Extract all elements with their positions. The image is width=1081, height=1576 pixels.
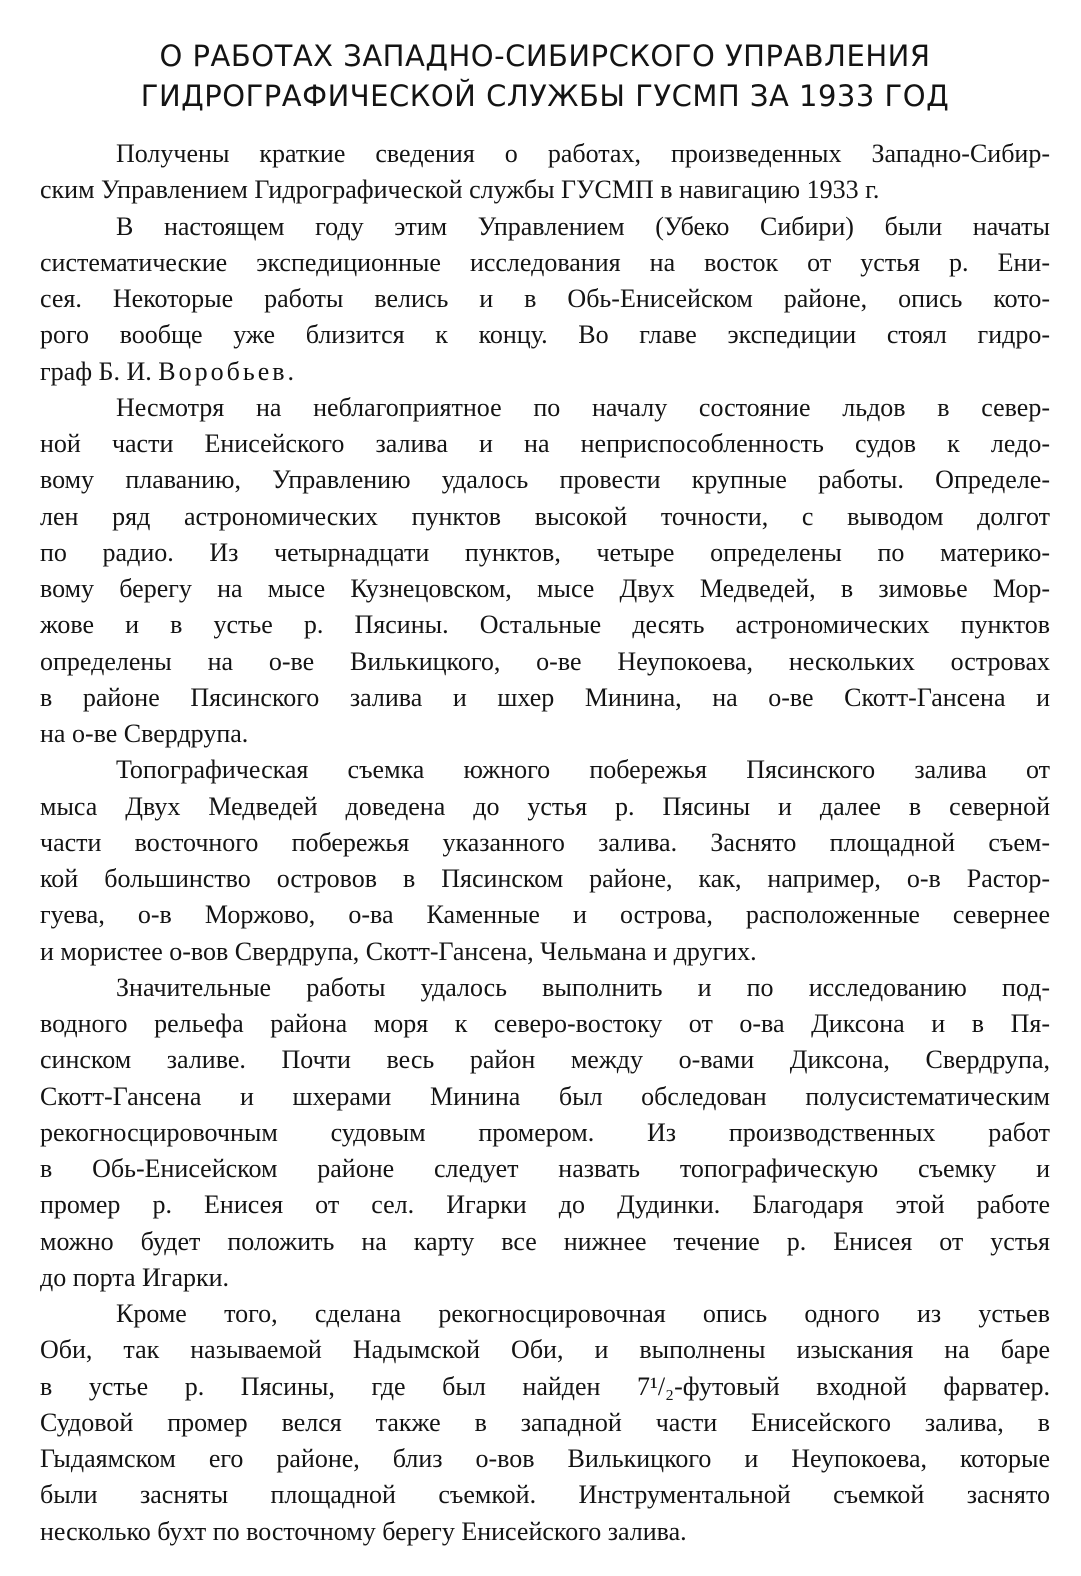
text-line: были засняты площадной съемкой. Инструментальной съемкой заснято <box>40 1480 1050 1510</box>
paragraph <box>40 136 1050 209</box>
text-line: Топографическая съемка южного побережья Пясинского залива от <box>116 755 1050 785</box>
text-line: синском заливе. Почти весь район между о-вами Диксона, Свердрупа, <box>40 1045 1050 1075</box>
text-line: кой большинство островов в Пясинском районе, как, например, о-в Растор- <box>40 864 1050 893</box>
document-page <box>40 36 1050 1550</box>
text-line: Скотт-Гансена и шхерами Минина был обследован полусистематическим <box>40 1081 1050 1111</box>
text-line: Оби, так называемой Надымской Оби, и выполнены изыскания на баре <box>40 1335 1050 1365</box>
text-line: Значительные работы удалось выполнить и по исследованию под- <box>116 972 1050 1002</box>
text-line: части восточного побережья указанного залива. Заснято площадной съем- <box>40 827 1050 857</box>
text-line: в устье р. Пясины, где был найден 7¹/₂-футовый входной фарватер. <box>40 1371 1050 1401</box>
article-body <box>40 136 1050 1550</box>
text-line: ной части Енисейского залива и на неприспособленность судов к ледо- <box>40 429 1050 458</box>
paragraph <box>40 752 1050 970</box>
text-line: вому берегу на мысе Кузнецовском, мысе Двух Медведей, в зимовье Мор- <box>40 574 1050 603</box>
title-line: ГИДРОГРАФИЧЕСКОЙ СЛУЖБЫ ГУСМП ЗА 1933 ГОД <box>140 79 950 113</box>
text-line: рекогносцировочным судовым промером. Из производственных работ <box>40 1117 1050 1147</box>
text-line: В настоящем году этим Управлением (Убеко Сибири) были начаты <box>116 211 1050 241</box>
text-line: жове и в устье р. Пясины. Остальные десять астрономических пунктов <box>40 610 1050 640</box>
text-line: гуева, о-в Моржово, о-ва Каменные и острова, расположенные севернее <box>40 900 1050 930</box>
text-line: Судовой промер велся также в западной части Енисейского залива, в <box>40 1407 1050 1437</box>
text-line <box>40 354 1050 390</box>
text-line: систематические экспедиционные исследования на восток от устья р. Ени- <box>40 247 1050 277</box>
paragraph <box>40 970 1050 1296</box>
text-line: рого вообще уже близится к концу. Во главе экспедиции стоял гидро- <box>40 320 1050 350</box>
text-line: сея. Некоторые работы велись и в Обь-Енисейском районе, опись кото- <box>40 284 1050 313</box>
document-title <box>40 36 1050 116</box>
paragraph <box>40 390 1050 753</box>
text-line: промер р. Енисея от сел. Игарки до Дудинки. Благодаря этой работе <box>40 1190 1050 1220</box>
text-line: вому плаванию, Управлению удалось провести крупные работы. Определе- <box>40 465 1050 495</box>
text-line: водного рельефа района моря к северо-востоку от о-ва Диксона и в Пя- <box>40 1009 1050 1038</box>
text-line: на о-ве Свердрупа. <box>40 719 249 748</box>
text-line: в районе Пясинского залива и шхер Минина, на о-ве Скотт-Гансена и <box>40 682 1050 712</box>
text-line: по радио. Из четырнадцати пунктов, четыре определены по материко- <box>40 537 1050 567</box>
paragraph <box>40 209 1050 390</box>
text-line: определены на о-ве Вилькицкого, о-ве Неупокоева, нескольких островах <box>40 646 1050 676</box>
text-line: Кроме того, сделана рекогносцировочная опись одного из устьев <box>116 1299 1050 1328</box>
text-line: Гыдаямском его районе, близ о-вов Вилькицкого и Неупокоева, которые <box>40 1444 1050 1473</box>
author-name: Воробьев. <box>158 356 298 386</box>
text-line: несколько бухт по восточному берегу Енисейского залива. <box>40 1516 687 1546</box>
text-line: мыса Двух Медведей доведена до устья р. Пясины и далее в северной <box>40 791 1050 821</box>
text-line: Несмотря на неблагоприятное по началу состояние льдов в север- <box>116 392 1050 422</box>
text-line: в Обь-Енисейском районе следует назвать топографическую съемку и <box>40 1154 1050 1183</box>
text-line: можно будет положить на карту все нижнее течение р. Енисея от устья <box>40 1226 1050 1256</box>
paragraph <box>40 1296 1050 1550</box>
text-line: Получены краткие сведения о работах, произведенных Западно-Сибир- <box>116 139 1050 168</box>
title-line: О РАБОТАХ ЗАПАДНО-СИБИРСКОГО УПРАВЛЕНИЯ <box>159 39 931 73</box>
text-line: и мористее о-вов Свердрупа, Скотт-Гансена, Чельмана и других. <box>40 936 757 966</box>
text-line: лен ряд астрономических пунктов высокой точности, с выводом долгот <box>40 501 1050 531</box>
text-line: ским Управлением Гидрографической службы ГУСМП в навигацию 1933 г. <box>40 175 880 205</box>
text-line: до порта Игарки. <box>40 1262 230 1292</box>
line-prefix: граф Б. И. <box>40 356 159 386</box>
